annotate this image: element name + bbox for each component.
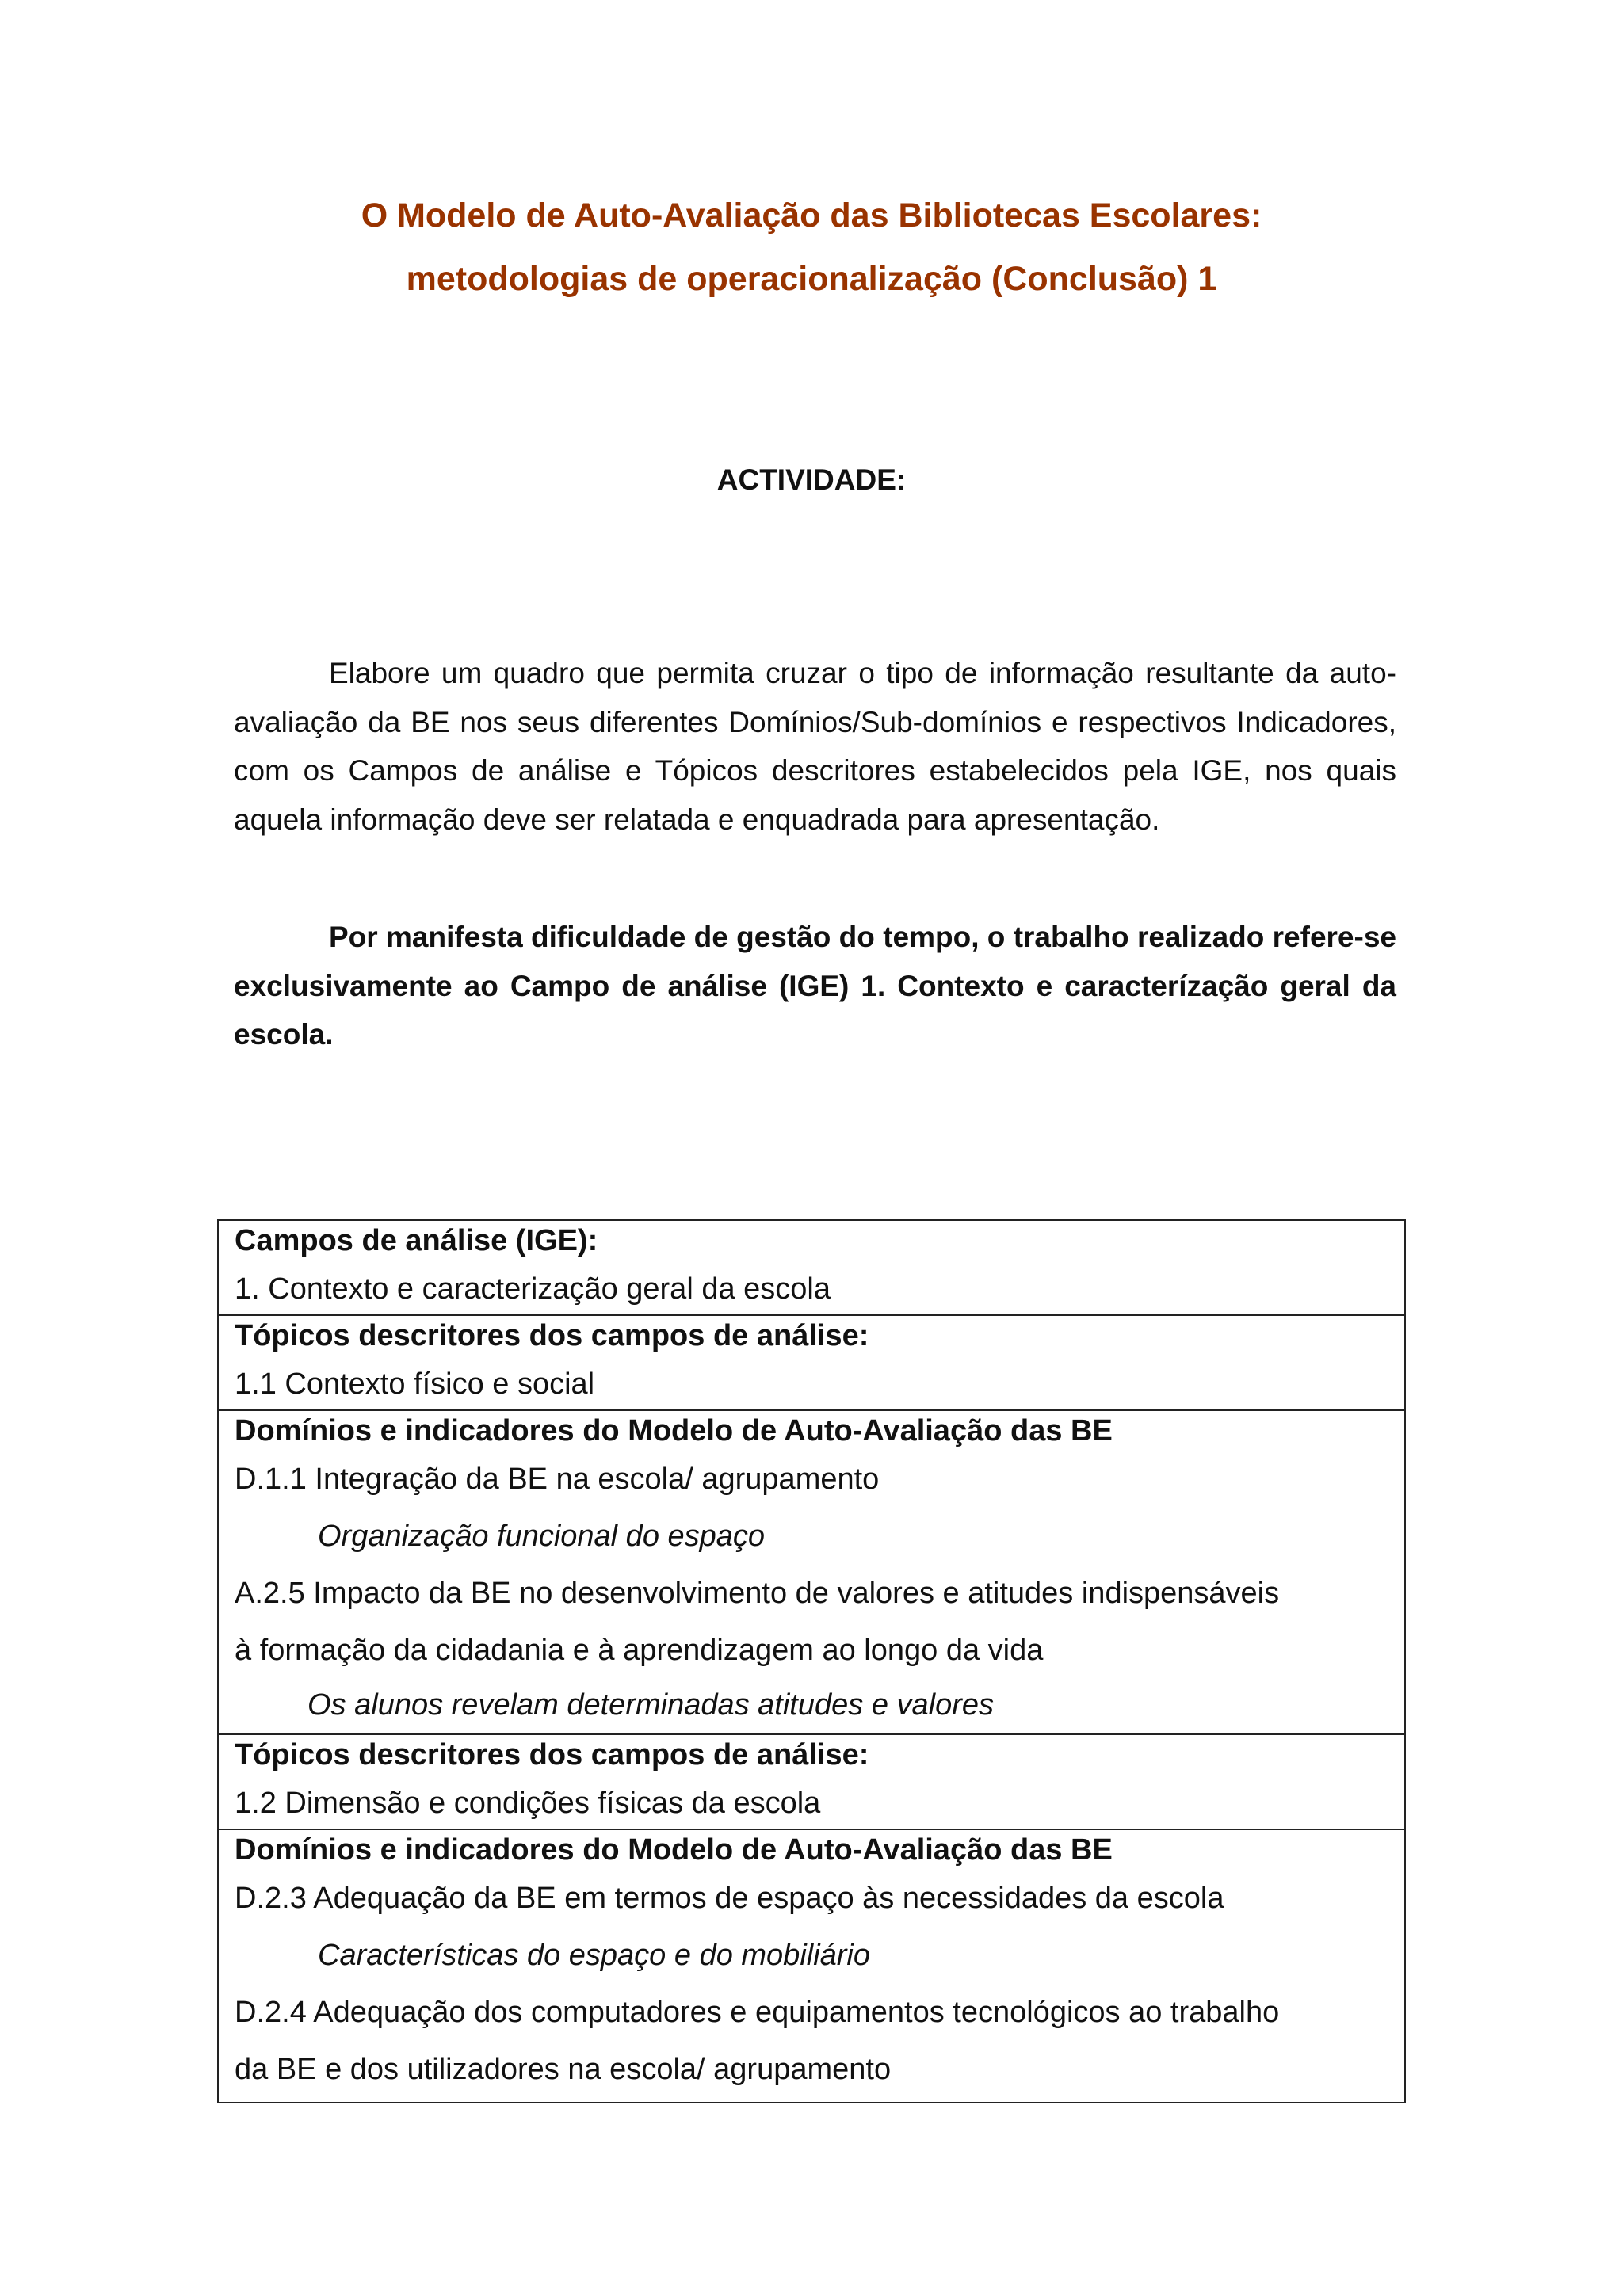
- scope-note-text: Por manifesta dificuldade de gestão do tempo, o trabalho realizado refere-se exclusivamente ao Campo de análise (IGE) 1. Contexto e caracterízação geral da escola.: [234, 921, 1396, 1051]
- table-cell-dominios-2: [217, 1829, 1406, 2103]
- indicator-d23-subtopic: Características do espaço e do mobiliário: [318, 1939, 871, 1972]
- scope-note-paragraph: [234, 913, 1396, 1059]
- topicos-1-value: 1.1 Contexto físico e social: [235, 1367, 595, 1401]
- dominios-1-heading: Domínios e indicadores do Modelo de Auto-Avaliação das BE: [235, 1414, 1113, 1447]
- indicator-d24-line-1: D.2.4 Adequação dos computadores e equipamentos tecnológicos ao trabalho: [235, 1996, 1280, 2029]
- topicos-2-value: 1.2 Dimensão e condições físicas da escola: [235, 1787, 821, 1820]
- topicos-2-heading: Tópicos descritores dos campos de análise:: [235, 1738, 869, 1772]
- indicator-d11: D.1.1 Integração da BE na escola/ agrupamento: [235, 1463, 880, 1496]
- campos-value: 1. Contexto e caracterização geral da escola: [235, 1272, 831, 1306]
- table-cell-campos-analise: [217, 1219, 1406, 1316]
- activity-instructions-text: Elabore um quadro que permita cruzar o tipo de informação resultante da auto-avaliação da BE nos seus diferentes Domínios/Sub-domínios e respectivos Indicadores, com os Campos de análise e Tópicos descritores estabelecidos pela IGE, nos quais aquela informação deve ser relatada e enquadrada para apresentação.: [234, 657, 1396, 836]
- indicator-d24-line-2: da BE e dos utilizadores na escola/ agrupamento: [235, 2053, 892, 2086]
- campos-heading: Campos de análise (IGE):: [235, 1224, 598, 1257]
- indicator-a25-line-1: A.2.5 Impacto da BE no desenvolvimento de valores e atitudes indispensáveis: [235, 1577, 1280, 1610]
- table-cell-topicos-2: [217, 1733, 1406, 1830]
- dominios-2-heading: Domínios e indicadores do Modelo de Auto-Avaliação das BE: [235, 1833, 1113, 1867]
- table-cell-topicos-1: [217, 1314, 1406, 1411]
- indicator-a25-line-2: à formação da cidadania e à aprendizagem ao longo da vida: [235, 1634, 1044, 1667]
- indicator-d23: D.2.3 Adequação da BE em termos de espaço às necessidades da escola: [235, 1882, 1224, 1915]
- activity-instructions-paragraph: [234, 649, 1396, 844]
- document-title-line-1: O Modelo de Auto-Avaliação das Bibliotecas Escolares:: [361, 196, 1262, 235]
- indicator-a25-subtopic: Os alunos revelam determinadas atitudes e valores: [307, 1688, 995, 1722]
- indicator-d11-subtopic: Organização funcional do espaço: [318, 1520, 766, 1553]
- table-cell-dominios-1: [217, 1409, 1406, 1735]
- activity-heading: ACTIVIDADE:: [716, 463, 907, 496]
- topicos-1-heading: Tópicos descritores dos campos de análise:: [235, 1319, 869, 1352]
- document-title-line-2: metodologias de operacionalização (Conclusão) 1: [406, 260, 1217, 298]
